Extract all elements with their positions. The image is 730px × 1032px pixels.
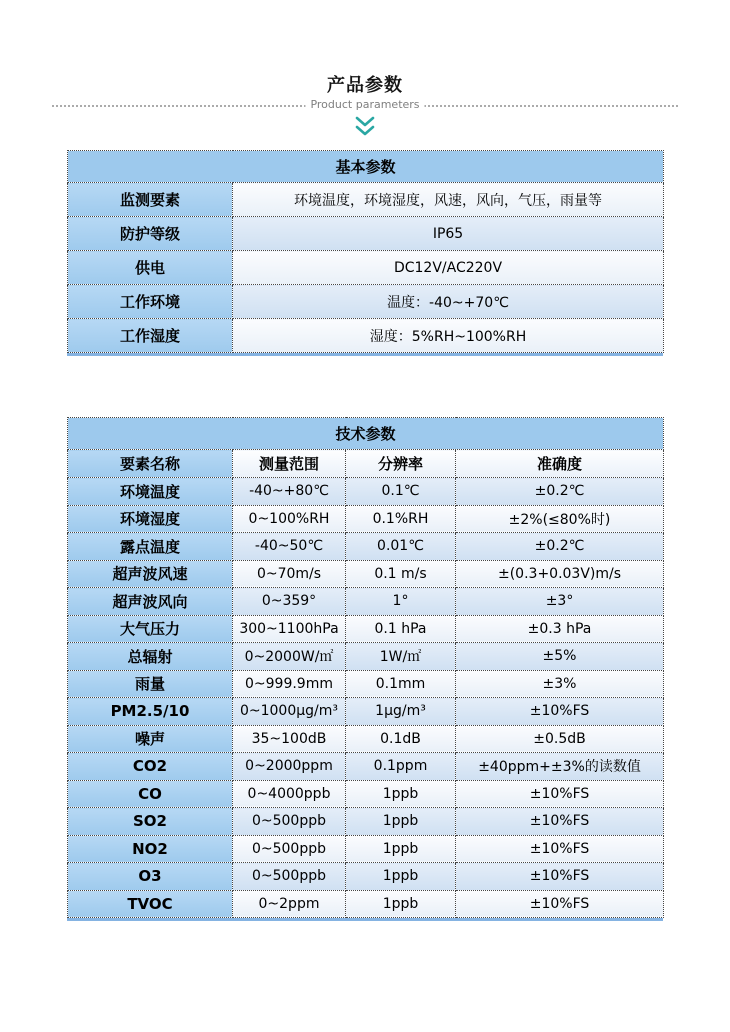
table-row: [68, 285, 664, 319]
resolution: 0.1℃: [346, 478, 456, 506]
column-header-element-name: 要素名称: [68, 450, 233, 478]
column-header-accuracy: 准确度: [456, 450, 664, 478]
param-value: 温度：-40~+70℃: [233, 285, 664, 319]
accuracy: ±0.2℃: [456, 533, 664, 561]
resolution: 0.1dB: [346, 725, 456, 753]
tech-table-title: 技术参数: [68, 418, 664, 450]
double-chevron-down-icon: [352, 116, 378, 138]
measure-range: -40~50℃: [233, 533, 346, 561]
table-row: [68, 643, 664, 671]
param-label: 工作湿度: [68, 319, 233, 353]
accuracy: ±10%FS: [456, 780, 664, 808]
accuracy: ±(0.3+0.03V)m/s: [456, 560, 664, 588]
accuracy: ±10%FS: [456, 698, 664, 726]
measure-range: 0~999.9mm: [233, 670, 346, 698]
measure-range: 0~2ppm: [233, 890, 346, 918]
accuracy: ±10%FS: [456, 808, 664, 836]
measure-range: 0~2000ppm: [233, 753, 346, 781]
tech-table-body: [68, 478, 664, 918]
param-label: 工作环境: [68, 285, 233, 319]
accuracy: ±10%FS: [456, 890, 664, 918]
resolution: 1μg/m³: [346, 698, 456, 726]
table-row: [68, 319, 664, 353]
column-header-row: [68, 450, 664, 478]
element-name: 露点温度: [68, 533, 233, 561]
measure-range: 0~1000μg/m³: [233, 698, 346, 726]
element-name: 超声波风向: [68, 588, 233, 616]
measure-range: 0~500ppb: [233, 835, 346, 863]
table-row: [68, 533, 664, 561]
measure-range: 0~100%RH: [233, 505, 346, 533]
column-header-resolution: 分辨率: [346, 450, 456, 478]
table-row: [68, 808, 664, 836]
table-title-row: [68, 418, 664, 450]
table-row: [68, 670, 664, 698]
accuracy: ±40ppm+±3%的读数值: [456, 753, 664, 781]
resolution: 0.1%RH: [346, 505, 456, 533]
accuracy: ±0.5dB: [456, 725, 664, 753]
table-row: [68, 478, 664, 506]
param-label: 供电: [68, 251, 233, 285]
element-name: CO: [68, 780, 233, 808]
element-name: 超声波风速: [68, 560, 233, 588]
resolution: 0.1ppm: [346, 753, 456, 781]
table-row: [68, 725, 664, 753]
element-name: NO2: [68, 835, 233, 863]
column-header-range: 测量范围: [233, 450, 346, 478]
basic-parameters-table: [67, 150, 664, 353]
measure-range: 0~4000ppb: [233, 780, 346, 808]
table-row: [68, 615, 664, 643]
table-row: [68, 183, 664, 217]
page-subtitle: Product parameters: [305, 98, 424, 111]
element-name: TVOC: [68, 890, 233, 918]
measure-range: 0~500ppb: [233, 808, 346, 836]
element-name: 雨量: [68, 670, 233, 698]
resolution: 1ppb: [346, 808, 456, 836]
accuracy: ±0.2℃: [456, 478, 664, 506]
element-name: CO2: [68, 753, 233, 781]
element-name: 大气压力: [68, 615, 233, 643]
basic-parameters-table-wrap: [67, 150, 663, 356]
measure-range: 35~100dB: [233, 725, 346, 753]
measure-range: 0~359°: [233, 588, 346, 616]
basic-table-title: 基本参数: [68, 151, 664, 183]
table-row: [68, 217, 664, 251]
tech-parameters-table-wrap: [67, 417, 663, 921]
measure-range: -40~+80℃: [233, 478, 346, 506]
accuracy: ±0.3 hPa: [456, 615, 664, 643]
element-name: 总辐射: [68, 643, 233, 671]
measure-range: 0~70m/s: [233, 560, 346, 588]
accuracy: ±5%: [456, 643, 664, 671]
resolution: 0.1mm: [346, 670, 456, 698]
accuracy: ±3°: [456, 588, 664, 616]
measure-range: 300~1100hPa: [233, 615, 346, 643]
dotted-divider: [52, 98, 678, 113]
basic-table-body: [68, 183, 664, 353]
element-name: SO2: [68, 808, 233, 836]
chevron-wrap: [0, 116, 730, 140]
measure-range: 0~2000W/㎡: [233, 643, 346, 671]
param-value: 环境温度，环境湿度，风速，风向，气压，雨量等: [233, 183, 664, 217]
element-name: PM2.5/10: [68, 698, 233, 726]
table-row: [68, 890, 664, 918]
tech-parameters-table: [67, 417, 664, 918]
resolution: 0.1 m/s: [346, 560, 456, 588]
table-row: [68, 251, 664, 285]
element-name: 环境温度: [68, 478, 233, 506]
page-title: 产品参数: [327, 75, 403, 96]
element-name: 环境湿度: [68, 505, 233, 533]
table-row: [68, 863, 664, 891]
resolution: 1ppb: [346, 835, 456, 863]
param-value: 湿度：5%RH~100%RH: [233, 319, 664, 353]
table-row: [68, 560, 664, 588]
table-row: [68, 505, 664, 533]
param-label: 防护等级: [68, 217, 233, 251]
table-row: [68, 753, 664, 781]
resolution: 0.1 hPa: [346, 615, 456, 643]
param-value: IP65: [233, 217, 664, 251]
table-row: [68, 835, 664, 863]
accuracy: ±3%: [456, 670, 664, 698]
resolution: 1ppb: [346, 863, 456, 891]
param-value: DC12V/AC220V: [233, 251, 664, 285]
resolution: 0.01℃: [346, 533, 456, 561]
table-row: [68, 588, 664, 616]
accuracy: ±10%FS: [456, 835, 664, 863]
resolution: 1W/㎡: [346, 643, 456, 671]
resolution: 1ppb: [346, 780, 456, 808]
accuracy: ±2%(≤80%时): [456, 505, 664, 533]
element-name: O3: [68, 863, 233, 891]
table-row: [68, 698, 664, 726]
table-title-row: [68, 151, 664, 183]
accuracy: ±10%FS: [456, 863, 664, 891]
resolution: 1ppb: [346, 890, 456, 918]
element-name: 噪声: [68, 725, 233, 753]
param-label: 监测要素: [68, 183, 233, 217]
resolution: 1°: [346, 588, 456, 616]
table-row: [68, 780, 664, 808]
measure-range: 0~500ppb: [233, 863, 346, 891]
